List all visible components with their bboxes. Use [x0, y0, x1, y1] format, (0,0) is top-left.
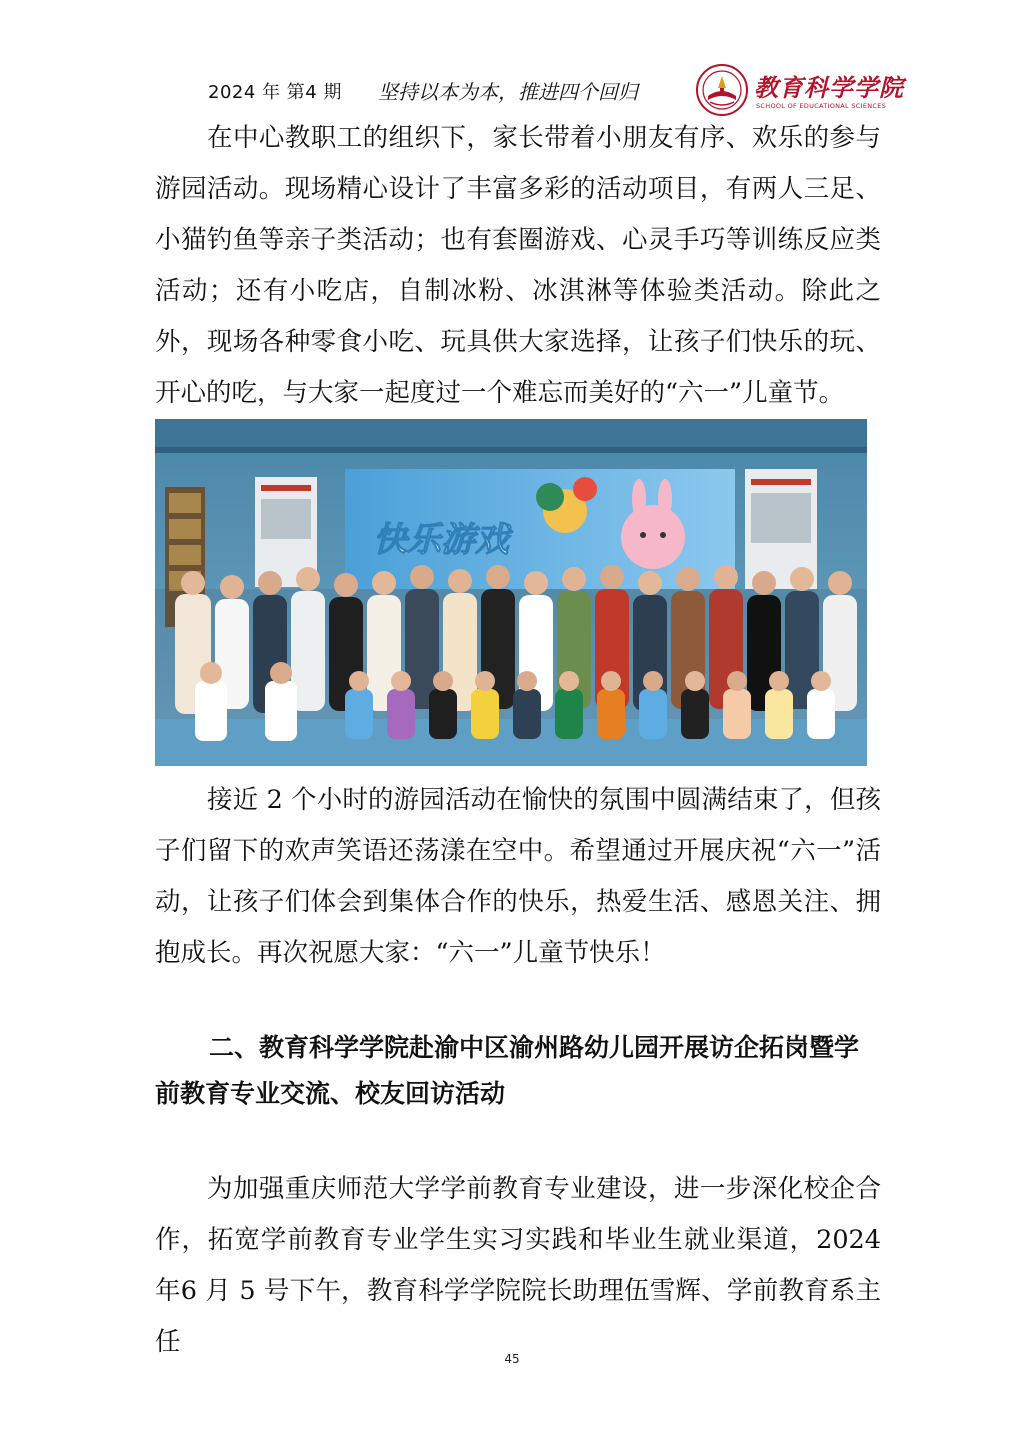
group-photo — [155, 419, 867, 766]
section-heading: 二、教育科学学院赴渝中区渝州路幼儿园开展访企拓岗暨学前教育专业交流、校友回访活动 — [155, 1033, 860, 1108]
logo-school-name: 教育科学学院 — [754, 73, 904, 102]
paragraph-section-intro: 为加强重庆师范大学学前教育专业建设，进一步深化校企合作，拓宽学前教育专业学生实习实践和毕业生就业渠道，2024 年6 月 5 号下午，教育科学学院院长助理伍雪辉、学前教育系主任 — [155, 1174, 881, 1357]
paragraph-closing: 接近 2 个小时的游园活动在愉快的氛围中圆满结束了，但孩子们留下的欢声笑语还荡漾在空中。希望通过开展庆祝“六一”活动，让孩子们体会到集体合作的快乐，热爱生活、感恩关注、拥抱成长。再次祝愿大家：“六一”儿童节快乐！ — [155, 785, 881, 968]
issue-label: 2024 年 第4 期 — [208, 82, 342, 103]
page-number: 45 — [504, 1352, 520, 1366]
photo-banner-text: 快乐游戏 — [373, 520, 509, 560]
issue-slogan: 坚持以本为本，推进四个回归 — [378, 80, 638, 104]
school-logo — [696, 62, 904, 120]
paragraph-activities: 在中心教职工的组织下，家长带着小朋友有序、欢乐的参与游园活动。现场精心设计了丰富多彩的活动项目，有两人三足、小猫钓鱼等亲子类活动；也有套圈游戏、心灵手巧等训练反应类活动；还有小吃店，自制冰粉、冰淇淋等体验类活动。除此之外，现场各种零食小吃、玩具供大家选择，让孩子们快乐的玩、开心的吃，与大家一起度过一个难忘而美好的“六一”儿童节。 — [155, 123, 881, 408]
logo-school-name-english: SCHOOL OF EDUCATIONAL SCIENCES — [756, 102, 887, 110]
school-seal-icon — [696, 64, 748, 116]
